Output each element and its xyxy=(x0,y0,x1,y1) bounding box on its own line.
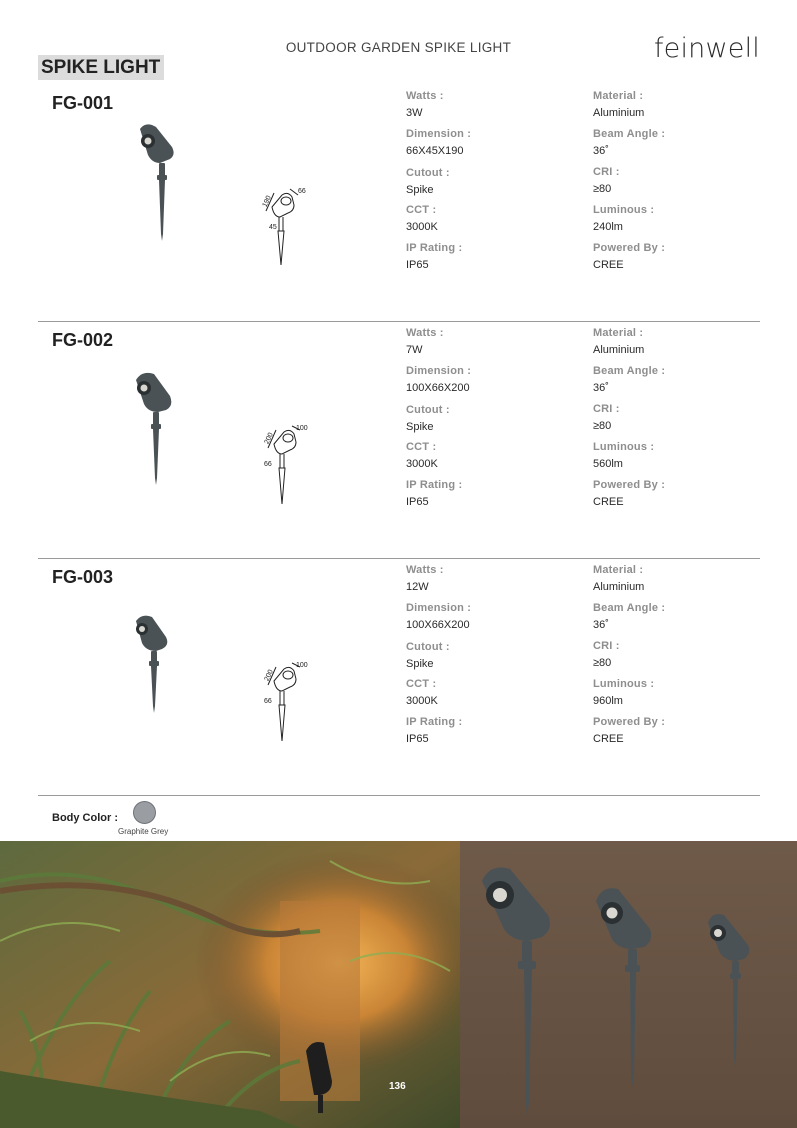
dim-depth: 66 xyxy=(264,461,272,468)
spec-cct: CCT : 3000K xyxy=(406,204,438,233)
spec-beam-angle: Beam Angle : 36˚ xyxy=(593,128,666,157)
dim-width: 100 xyxy=(296,662,308,669)
dimension-drawing xyxy=(260,185,310,270)
spec-cutout: Cutout : Spike xyxy=(406,404,450,433)
spec-luminous: Luminous : 560lm xyxy=(593,441,655,470)
spec-material: Material : Aluminium xyxy=(593,90,645,119)
swatch-name: Graphite Grey xyxy=(118,827,169,836)
spec-watts: Watts : 7W xyxy=(406,327,444,356)
spec-cri: CRI : ≥80 xyxy=(593,166,620,195)
spec-powered-by: Powered By : CREE xyxy=(593,242,666,271)
product-fg-001 xyxy=(38,85,760,322)
spec-cct: CCT : 3000K xyxy=(406,441,438,470)
spec-powered-by: Powered By : CREE xyxy=(593,479,666,508)
dim-width: 100 xyxy=(296,425,308,432)
body-color-label: Body Color : xyxy=(52,812,118,824)
spec-watts: Watts : 3W xyxy=(406,90,444,119)
dim-depth: 45 xyxy=(269,224,277,231)
page-header-title: OUTDOOR GARDEN SPIKE LIGHT xyxy=(285,40,512,55)
dim-height: 200 xyxy=(263,668,275,683)
section-divider xyxy=(38,795,760,796)
dim-height: 190 xyxy=(261,194,273,209)
spec-dimension: Dimension : 66X45X190 xyxy=(406,128,472,157)
page-number: 136 xyxy=(389,1081,406,1092)
spec-cct: CCT : 3000K xyxy=(406,678,438,707)
spec-material: Material : Aluminium xyxy=(593,327,645,356)
spec-ip-rating: IP Rating : IP65 xyxy=(406,242,463,271)
spec-ip-rating: IP Rating : IP65 xyxy=(406,716,463,745)
color-swatch-graphite-grey xyxy=(133,801,156,824)
spec-ip-rating: IP Rating : IP65 xyxy=(406,479,463,508)
spike-light-photo xyxy=(126,611,186,736)
product-code: FG-002 xyxy=(52,330,114,350)
spec-cri: CRI : ≥80 xyxy=(593,403,620,432)
spec-beam-angle: Beam Angle : 36˚ xyxy=(593,602,666,631)
spec-luminous: Luminous : 240lm xyxy=(593,204,655,233)
product-code: FG-001 xyxy=(52,93,114,113)
spec-watts: Watts : 12W xyxy=(406,564,444,593)
spec-luminous: Luminous : 960lm xyxy=(593,678,655,707)
section-label: SPIKE LIGHT xyxy=(38,55,164,80)
product-code: FG-003 xyxy=(52,567,114,587)
dim-depth: 66 xyxy=(264,698,272,705)
spec-cutout: Cutout : Spike xyxy=(406,641,450,670)
dim-height: 200 xyxy=(263,431,275,446)
dimension-drawing xyxy=(260,422,310,507)
spec-dimension: Dimension : 100X66X200 xyxy=(406,365,472,394)
spec-dimension: Dimension : 100X66X200 xyxy=(406,602,472,631)
product-fg-002 xyxy=(38,322,760,559)
spec-powered-by: Powered By : CREE xyxy=(593,716,666,745)
brand-logo: feinwell xyxy=(653,33,760,64)
spike-light-photo xyxy=(126,366,186,491)
spec-material: Material : Aluminium xyxy=(593,564,645,593)
product-fg-003 xyxy=(38,559,760,796)
spec-cutout: Cutout : Spike xyxy=(406,167,450,196)
dim-width: 66 xyxy=(298,188,306,195)
dimension-drawing xyxy=(260,659,310,744)
spike-light-photo xyxy=(126,119,186,244)
spec-beam-angle: Beam Angle : 36˚ xyxy=(593,365,666,394)
spec-cri: CRI : ≥80 xyxy=(593,640,620,669)
